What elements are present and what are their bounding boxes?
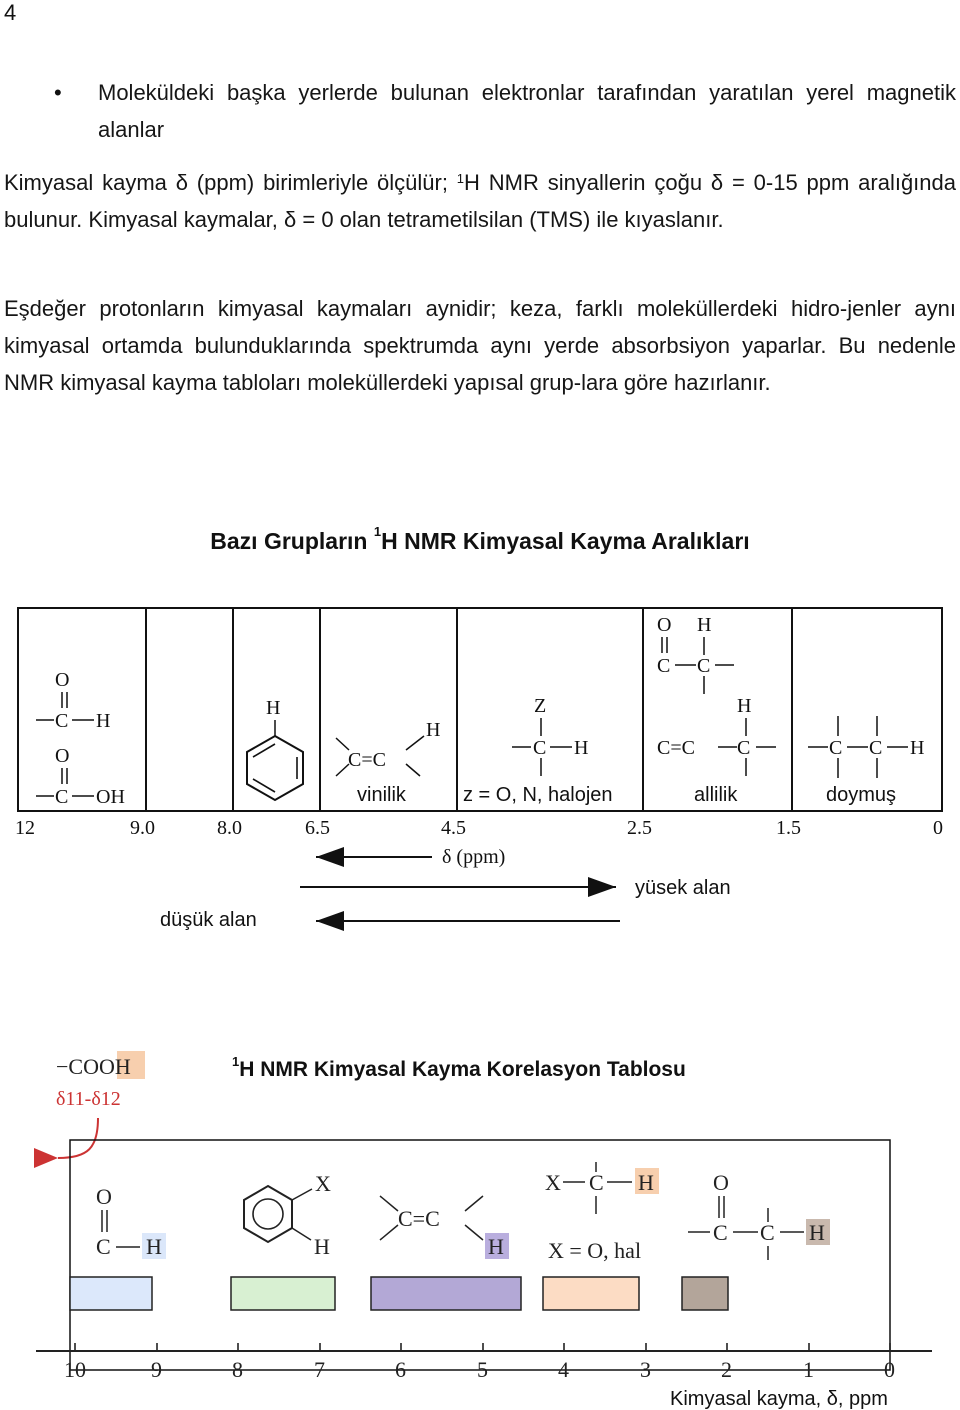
upfield-label: yüsek alan (635, 877, 731, 899)
svg-text:H: H (266, 697, 281, 719)
svg-text:C: C (55, 710, 69, 732)
svg-text:X: X (315, 1171, 331, 1196)
svg-text:−COOH: −COOH (56, 1054, 131, 1079)
figure1-title-rest: H NMR Kimyasal Kayma Aralıkları (381, 528, 750, 554)
range-heteroatom (543, 1277, 639, 1310)
allylic-structure (657, 695, 776, 776)
range-alpha-carbonyl (682, 1277, 728, 1310)
svg-text:O: O (55, 745, 70, 767)
svg-text:H: H (809, 1220, 825, 1245)
svg-text:O: O (55, 669, 70, 691)
svg-text:H: H (574, 737, 589, 759)
vinyl-structure (336, 719, 440, 776)
svg-text:C: C (657, 655, 671, 677)
svg-text:H: H (638, 1170, 654, 1195)
figure2-title-rest: H NMR Kimyasal Kayma Korelasyon Tablosu (239, 1058, 686, 1081)
label-allilik: allilik (694, 784, 738, 806)
svg-text:C: C (533, 737, 547, 759)
figure2-frame (70, 1140, 890, 1370)
svg-text:OH: OH (96, 786, 125, 808)
figure1-title-prefix: Bazı Grupların (210, 528, 374, 554)
benzene-structure (247, 697, 303, 800)
fig2-tick: 0 (884, 1357, 895, 1382)
saturated-structure (808, 716, 924, 778)
svg-text:C: C (760, 1220, 775, 1245)
fig1-tick: 2.5 (627, 817, 652, 839)
heteroatom-structure-2 (545, 1162, 659, 1263)
fig2-tick: 2 (721, 1357, 732, 1382)
figure1-title-sup: 1 (373, 524, 382, 539)
svg-text:Z: Z (534, 695, 547, 717)
alpha-carbonyl-structure-2 (688, 1170, 830, 1260)
para1-part-b: H NMR sinyallerin çoğu δ = 0-15 ppm aralığında bulunur. Kimyasal kaymalar, δ = 0 olan tetrametilsilan (TMS) ile kıyaslanır. (4, 170, 956, 232)
page-number: 4 (4, 0, 17, 25)
svg-text:H: H (737, 695, 752, 717)
fig2-tick: 7 (314, 1357, 325, 1382)
fig2-tick: 1 (803, 1357, 814, 1382)
svg-text:C=C: C=C (398, 1206, 440, 1231)
svg-text:C=C: C=C (657, 737, 695, 759)
fig2-tick: 8 (232, 1357, 243, 1382)
svg-text:C: C (737, 737, 751, 759)
svg-text:C: C (697, 655, 711, 677)
svg-text:C: C (96, 1234, 111, 1259)
fig2-tick: 3 (640, 1357, 651, 1382)
svg-text:H: H (96, 710, 111, 732)
svg-text:C: C (589, 1170, 604, 1195)
svg-text:C: C (869, 737, 883, 759)
figure1-axis (15, 817, 943, 839)
paragraph-2: Eşdeğer protonların kimyasal kaymaları aynidir; keza, farklı moleküllerdeki hidro-jenler aynı kimyasal ortamda bulunduklarında spektrumda aynı yerde absorbsiyon yaparlar. Bu nedenle NMR kimyasal kayma tabloları moleküllerdeki yapısal grup-lara göre hazırlanır. (4, 296, 956, 395)
svg-text:δ11-δ12: δ11-δ12 (56, 1088, 121, 1110)
axis-title: Kimyasal kayma, δ, ppm (670, 1388, 888, 1410)
svg-text:C=C: C=C (348, 749, 386, 771)
carboxylic-acid-structure (36, 745, 125, 808)
range-aldehyde (70, 1277, 152, 1310)
label-doymus: doymuş (826, 784, 897, 806)
aldehyde-structure (36, 669, 110, 732)
ppm-label: δ (ppm) (442, 846, 506, 868)
figure2-axis (36, 1343, 932, 1382)
range-vinyl (371, 1277, 521, 1310)
svg-text:H: H (488, 1234, 504, 1259)
fig1-tick: 4.5 (441, 817, 466, 839)
fig1-tick: 8.0 (217, 817, 242, 839)
svg-text:H: H (314, 1234, 330, 1259)
heteroatom-structure (512, 695, 588, 776)
svg-text:H: H (426, 719, 441, 741)
vinyl-structure-2 (380, 1196, 509, 1259)
aldehyde-structure-2 (96, 1184, 166, 1259)
para1-part-a: Kimyasal kayma δ (ppm) birimleriyle ölçülür; (4, 170, 457, 195)
fig2-tick: 6 (395, 1357, 406, 1382)
svg-text:X = O, hal: X = O, hal (548, 1238, 642, 1263)
aromatic-structure-2 (244, 1171, 331, 1259)
fig2-tick: 4 (558, 1357, 569, 1382)
bullet-text: Moleküldeki başka yerlerde bulunan elektronlar tarafından yaratılan yerel magnetik alanlar (98, 80, 956, 142)
fig2-tick: 10 (64, 1357, 86, 1382)
range-aromatic (231, 1277, 335, 1310)
label-vinilik: vinilik (357, 784, 406, 806)
fig2-tick: 5 (477, 1357, 488, 1382)
svg-text:O: O (713, 1170, 729, 1195)
svg-text:C: C (55, 786, 69, 808)
figure2-title-sup: 1 (232, 1054, 240, 1069)
svg-text:O: O (96, 1184, 112, 1209)
fig1-tick: 6.5 (305, 817, 330, 839)
svg-text:H: H (697, 614, 712, 636)
label-heteroatom: z = O, N, halojen (463, 784, 613, 806)
svg-text:O: O (657, 614, 672, 636)
fig1-tick: 1.5 (776, 817, 801, 839)
svg-text:H: H (910, 737, 925, 759)
svg-text:X: X (545, 1170, 561, 1195)
svg-text:C: C (829, 737, 843, 759)
fig1-tick: 9.0 (130, 817, 155, 839)
para1-sup: 1 (456, 171, 465, 186)
fig1-tick: 12 (15, 817, 35, 839)
alpha-carbonyl-structure (657, 614, 734, 694)
fig2-tick: 9 (151, 1357, 162, 1382)
figure1-frame (18, 608, 942, 811)
svg-text:H: H (146, 1234, 162, 1259)
fig1-tick: 0 (933, 817, 943, 839)
svg-text:C: C (713, 1220, 728, 1245)
downfield-label: düşük alan (160, 909, 257, 931)
bullet-icon: • (54, 80, 62, 105)
